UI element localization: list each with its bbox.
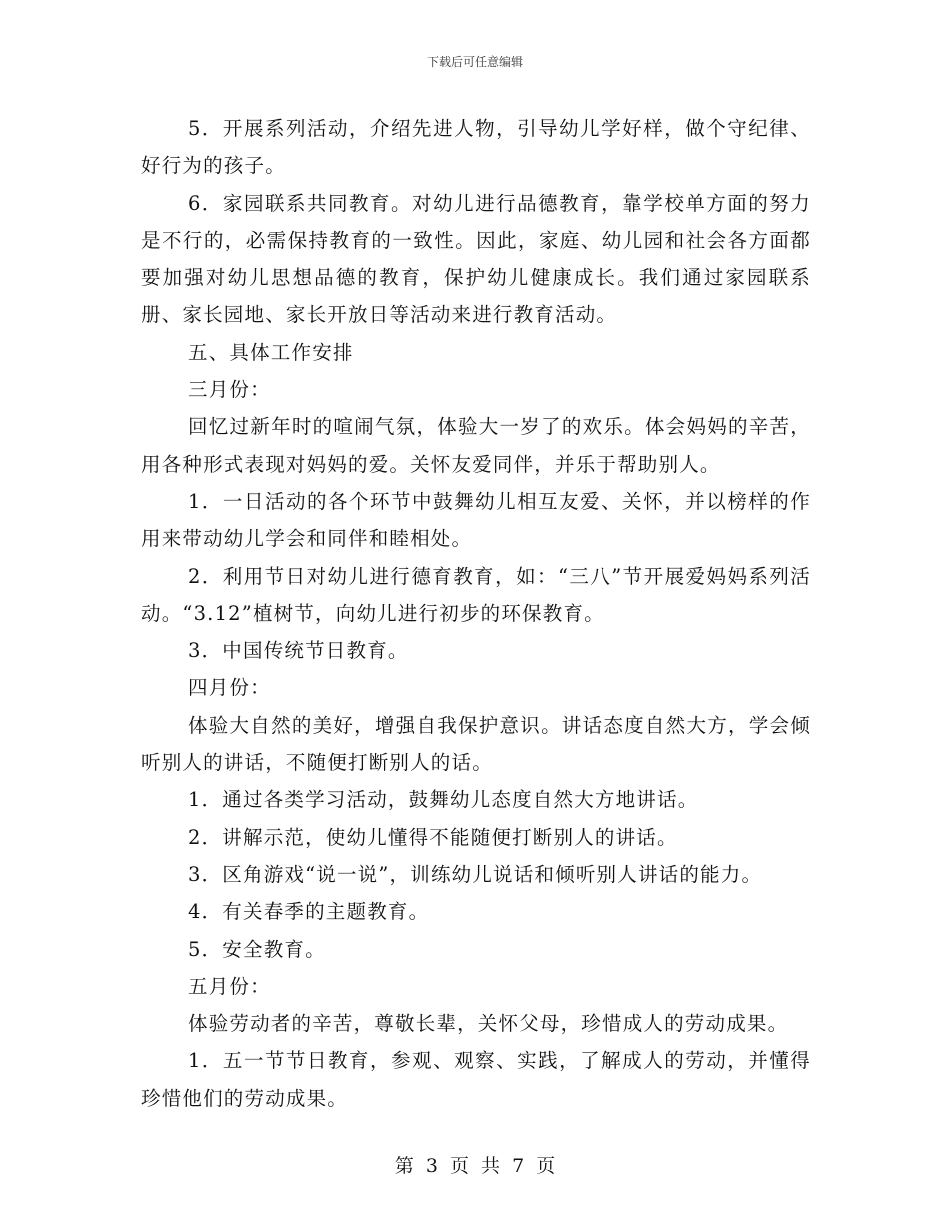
month-heading: 五月份： (188, 974, 271, 998)
paragraph: 回忆过新年时的喧闹气氛，体验大一岁了的欢乐。体会妈妈的辛苦，用各种形式表现对妈妈的爱。关怀友爱同伴，并乐于帮助别人。 (141, 415, 811, 476)
list-item: 1．通过各类学习活动，鼓舞幼儿态度自然大方地讲话。 (188, 788, 699, 812)
section-heading: 五、具体工作安排 (188, 340, 354, 364)
list-item: 3．中国传统节日教育。 (188, 639, 409, 663)
list-item: 5．安全教育。 (188, 937, 326, 961)
list-item: 2．利用节日对幼儿进行德育教育，如：“三八”节开展爱妈妈系列活动。“3.12”植树节，向幼儿进行初步的环保教育。 (141, 564, 811, 625)
document-body (141, 110, 811, 1117)
list-item: 4．有关春季的主题教育。 (188, 900, 430, 924)
footer-current-page: 3 (425, 1155, 438, 1177)
list-item: 3．区角游戏“说一说”，训练幼儿说话和倾听别人讲话的能力。 (188, 862, 763, 886)
paragraph: 体验大自然的美好，增强自我保护意识。讲话态度自然大方，学会倾听别人的讲话，不随便打断别人的话。 (141, 713, 811, 775)
paragraph: 5．开展系列活动，介绍先进人物，引导幼儿学好样，做个守纪律、好行为的孩子。 (141, 117, 811, 178)
month-heading: 三月份： (188, 378, 271, 402)
footer-label-unit: 页 (449, 1155, 469, 1177)
list-item: 1．一日活动的各个环节中鼓舞幼儿相互友爱、关怀，并以榜样的作用来带动幼儿学会和同伴和睦相处。 (141, 489, 811, 551)
list-item: 1．五一节节日教育，参观、观察、实践，了解成人的劳动，并懂得珍惜他们的劳动成果。 (141, 1049, 811, 1110)
paragraph: 体验劳动者的辛苦，尊敬长辈，关怀父母，珍惜成人的劳动成果。 (188, 1012, 789, 1036)
footer-total-pages: 7 (512, 1155, 525, 1177)
list-item: 2．讲解示范，使幼儿懂得不能随便打断别人的讲话。 (188, 825, 678, 849)
page-header: 下载后可任意编辑 (426, 55, 523, 69)
paragraph: 6．家园联系共同教育。对幼儿进行品德教育，靠学校单方面的努力是不行的，必需保持教育的一致性。因此，家庭、幼儿园和社会各方面都要加强对幼儿思想品德的教育，保护幼儿健康成长。我们通过家园联系册、家长园地、家长开放日等活动来进行教育活动。 (141, 191, 811, 327)
page-footer (0, 1154, 950, 1178)
month-heading: 四月份： (188, 676, 271, 700)
footer-label-total: 共 (481, 1155, 501, 1177)
footer-label-page: 第 (394, 1155, 414, 1177)
footer-label-unit-end: 页 (536, 1155, 556, 1177)
